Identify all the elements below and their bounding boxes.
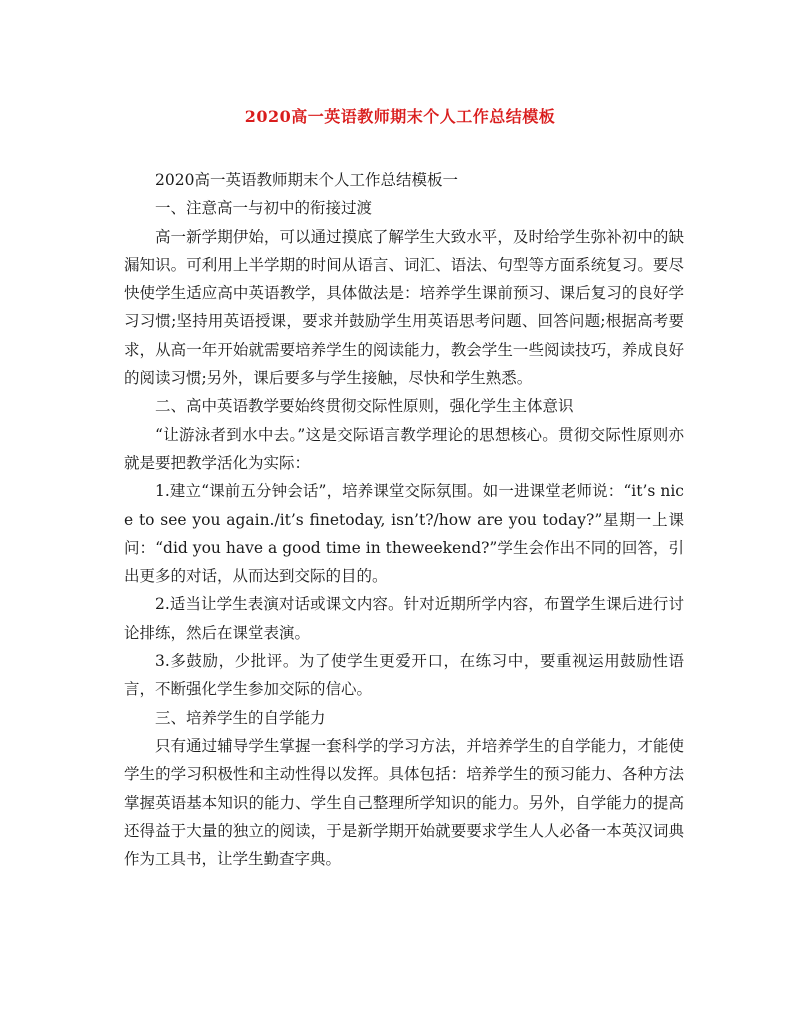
paragraph: 高一新学期伊始，可以通过摸底了解学生大致水平，及时给学生弥补初中的缺漏知识。可利用上半学期的时间从语言、词汇、语法、句型等方面系统复习。要尽快使学生适应高中英语教学，具体做法是：培养学生课前预习、课后复习的良好学习习惯;坚持用英语授课，要求并鼓励学生用英语思考问题、回答问题;根据高考要求，从高一年开始就需要培养学生的阅读能力，教会学生一些阅读技巧，养成良好的阅读习惯;另外，课后要多与学生接触，尽快和学生熟悉。 bbox=[124, 227, 684, 388]
document-title: 2020高一英语教师期末个人工作总结模板 bbox=[244, 107, 556, 126]
paragraph: 只有通过辅导学生掌握一套科学的学习方法，并培养学生的自学能力，才能使学生的学习积极性和主动性得以发挥。具体包括：培养学生的预习能力、各种方法掌握英语基本知识的能力、学生自己整理所学知识的能力。另外，自学能力的提高还得益于大量的独立的阅读，于是新学期开始就要要求学生人人必备一本英汉词典作为工具书，让学生勤查字典。 bbox=[124, 736, 684, 869]
section-heading: 2020高一英语教师期末个人工作总结模板一 bbox=[155, 171, 458, 189]
document-body bbox=[124, 166, 684, 873]
list-item: 1.建立“课前五分钟会话”，培养课堂交际氛围。如一进课堂老师说：“it’s nice to see you again./it’s finetoday, isn’t?/how are you today?”星期一上课问：“did you have a good time in theweekend?”学生会作出不同的回答，引出更多的对话，从而达到交际的目的。 bbox=[124, 482, 684, 586]
list-item: 3.多鼓励，少批评。为了使学生更爱开口，在练习中，要重视运用鼓励性语言，不断强化学生参加交际的信心。 bbox=[124, 652, 684, 699]
sub-heading: 三、培养学生的自学能力 bbox=[155, 708, 326, 727]
sub-heading: 一、注意高一与初中的衔接过渡 bbox=[155, 199, 373, 218]
list-item: 2.适当让学生表演对话或课文内容。针对近期所学内容，布置学生课后进行讨论排练，然后在课堂表演。 bbox=[124, 595, 684, 642]
sub-heading: 二、高中英语教学要始终贯彻交际性原则，强化学生主体意识 bbox=[155, 397, 574, 416]
paragraph: “让游泳者到水中去。”这是交际语言教学理论的思想核心。贯彻交际性原则亦就是要把教学活化为实际： bbox=[124, 425, 684, 472]
